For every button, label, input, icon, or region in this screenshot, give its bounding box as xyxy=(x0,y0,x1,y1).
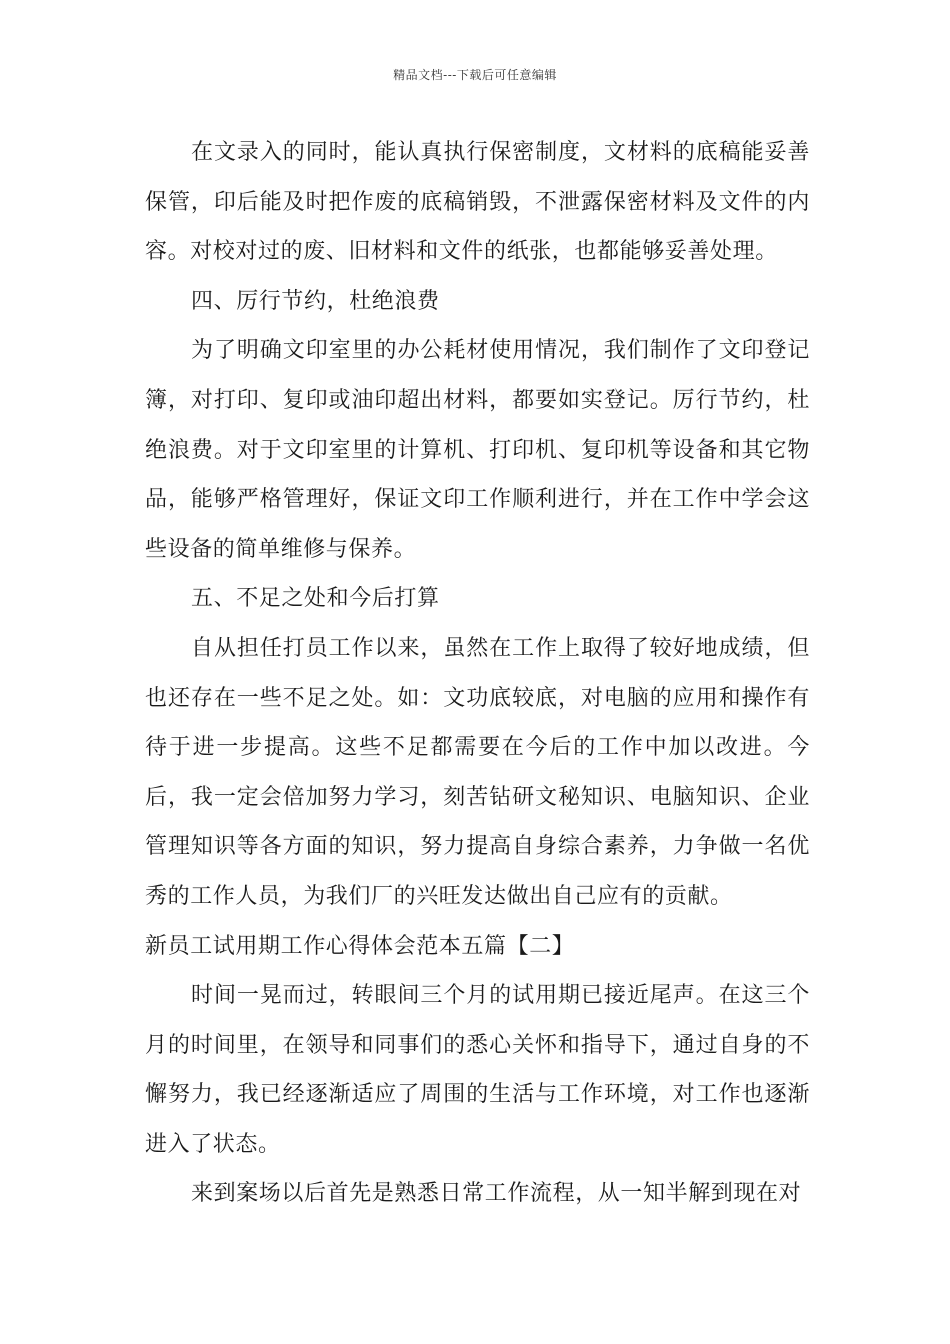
document-body xyxy=(145,128,810,1219)
article-title-two: 新员工试用期工作心得体会范本五篇【二】 xyxy=(145,933,575,959)
paragraph-workflow: 来到案场以后首先是熟悉日常工作流程，从一知半解到现在对 xyxy=(191,1181,802,1207)
section-heading-five: 五、不足之处和今后打算 xyxy=(191,586,440,612)
paragraph-probation: 时间一晃而过，转眼间三个月的试用期已接近尾声。在这三个月的时间里，在领导和同事们的悉心关怀和指导下，通过自身的不懈努力，我已经逐渐适应了周围的生活与工作环境，对工作也逐渐进入了状态。 xyxy=(145,983,810,1157)
paragraph-economy: 为了明确文印室里的办公耗材使用情况，我们制作了文印登记簿，对打印、复印或油印超出材料，都要如实登记。厉行节约，杜绝浪费。对于文印室里的计算机、打印机、复印机等设备和其它物品，能够严格管理好，保证文印工作顺利进行，并在工作中学会这些设备的简单维修与保养。 xyxy=(145,338,810,562)
page-header: 精品文档---下载后可任意编辑 xyxy=(393,68,557,82)
section-heading-four: 四、厉行节约，杜绝浪费 xyxy=(191,288,440,314)
paragraph-shortcomings: 自从担任打员工作以来，虽然在工作上取得了较好地成绩，但也还存在一些不足之处。如：文功底较底，对电脑的应用和操作有待于进一步提高。这些不足都需要在今后的工作中加以改进。今后，我一定会倍加努力学习，刻苦钻研文秘知识、电脑知识、企业管理知识等各方面的知识，努力提高自身综合素养，力争做一名优秀的工作人员，为我们厂的兴旺发达做出自己应有的贡献。 xyxy=(145,635,810,909)
paragraph-confidentiality: 在文录入的同时，能认真执行保密制度，文材料的底稿能妥善保管，印后能及时把作废的底稿销毁，不泄露保密材料及文件的内容。对校对过的废、旧材料和文件的纸张，也都能够妥善处理。 xyxy=(145,140,810,265)
